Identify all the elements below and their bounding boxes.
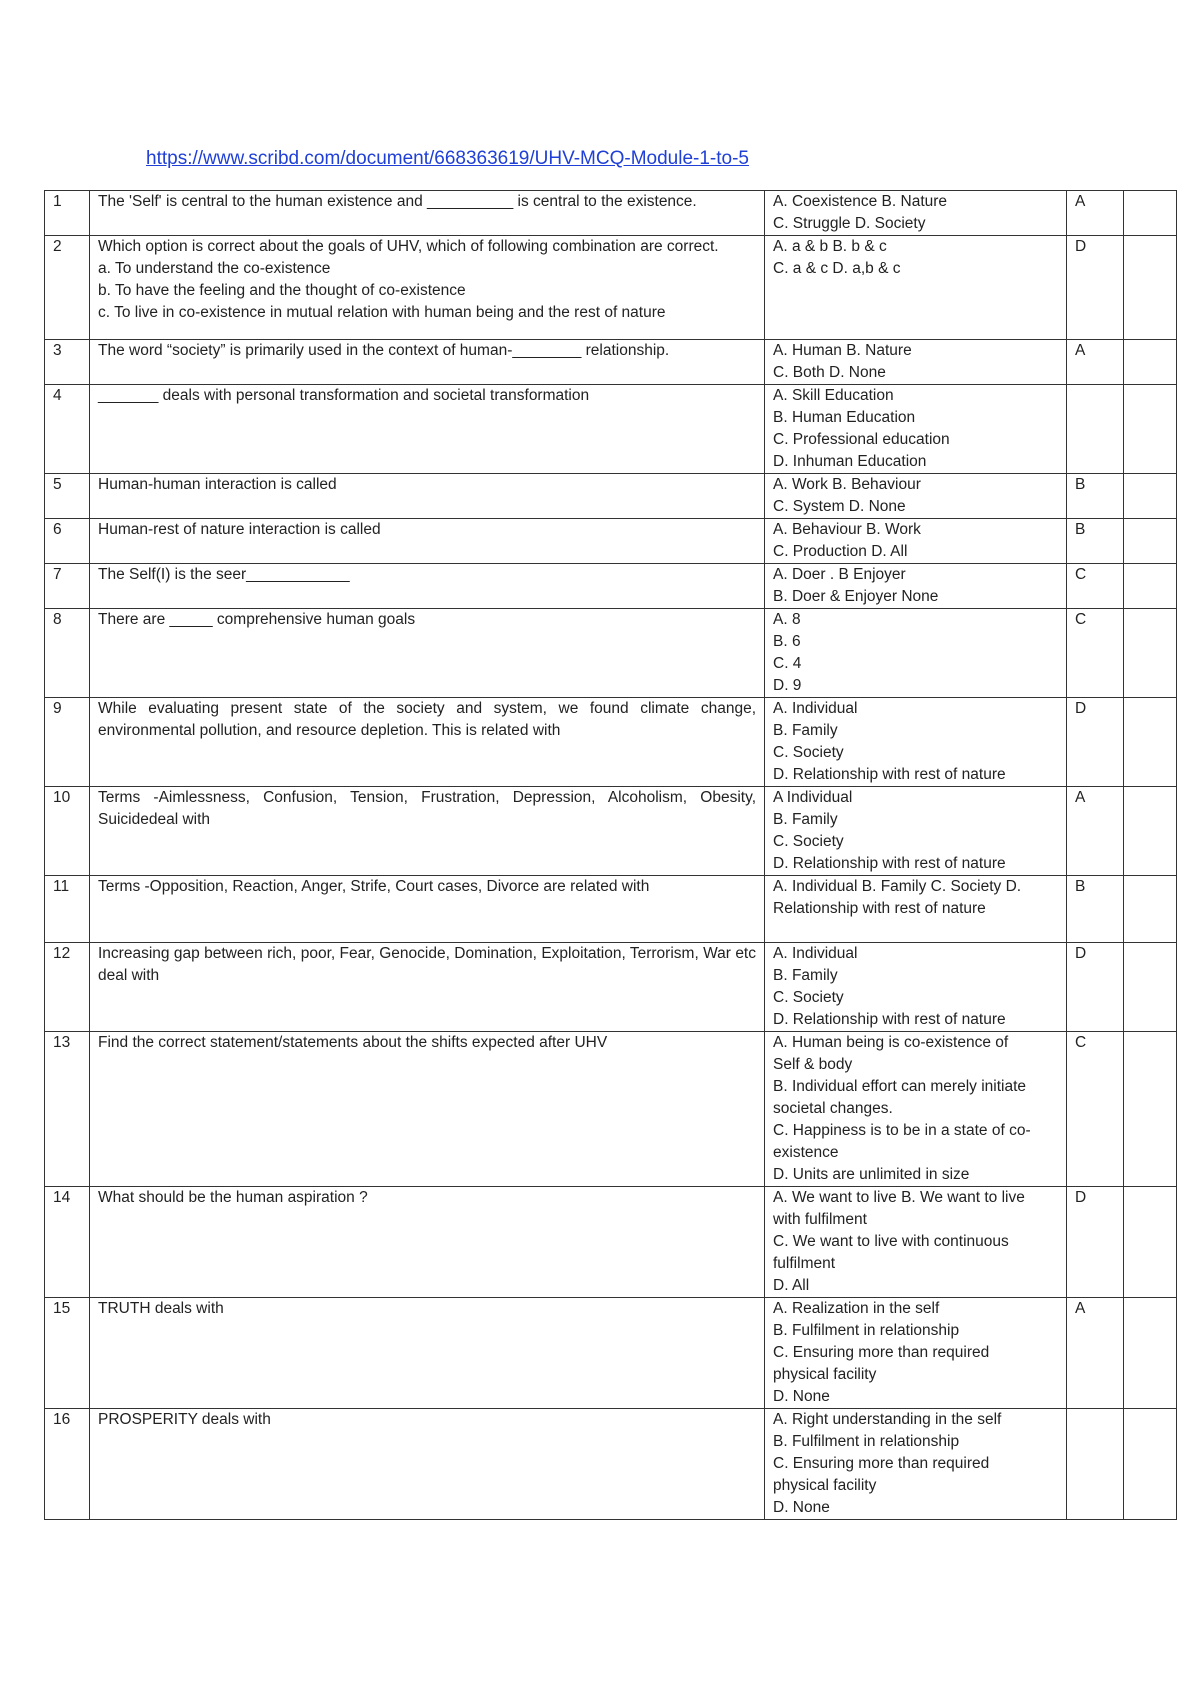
- option-line: C. Professional education: [773, 431, 950, 448]
- option-line: C. System D. None: [773, 498, 906, 515]
- question-line: a. To understand the co-existence: [98, 260, 331, 277]
- question-number: 2: [45, 236, 90, 340]
- table-row: [45, 876, 1177, 943]
- option-line: C. Struggle D. Society: [773, 215, 926, 232]
- option-line: physical facility: [773, 1366, 877, 1383]
- table-row: [45, 609, 1177, 698]
- option-line: D. Units are unlimited in size: [773, 1166, 970, 1183]
- empty-cell: [1124, 698, 1177, 787]
- option-line: A. Right understanding in the self: [773, 1411, 1002, 1428]
- answer-options: [765, 340, 1067, 385]
- question-number: 10: [45, 787, 90, 876]
- question-text: [90, 236, 765, 340]
- option-line: A. Coexistence B. Nature: [773, 193, 948, 210]
- table-row: [45, 698, 1177, 787]
- correct-answer: D: [1067, 698, 1124, 787]
- option-line: C. Both D. None: [773, 364, 886, 381]
- question-line: Human-rest of nature interaction is called: [98, 521, 381, 538]
- answer-options: [765, 1032, 1067, 1187]
- option-line: A. Behaviour B. Work: [773, 521, 921, 538]
- question-text: [90, 1298, 765, 1409]
- question-number: 9: [45, 698, 90, 787]
- option-line: A. Realization in the self: [773, 1300, 940, 1317]
- question-text: [90, 1032, 765, 1187]
- question-text: [90, 191, 765, 236]
- answer-options: [765, 474, 1067, 519]
- answer-options: [765, 564, 1067, 609]
- correct-answer: B: [1067, 876, 1124, 943]
- table-row: [45, 787, 1177, 876]
- answer-options: [765, 519, 1067, 564]
- option-line: A. Individual: [773, 945, 858, 962]
- correct-answer: B: [1067, 519, 1124, 564]
- option-line: A. Human B. Nature: [773, 342, 912, 359]
- question-number: 11: [45, 876, 90, 943]
- question-line: There are _____ comprehensive human goals: [98, 611, 416, 628]
- question-text: [90, 1409, 765, 1520]
- option-line: A. Human being is co-existence of: [773, 1034, 1009, 1051]
- question-line: Human-human interaction is called: [98, 476, 337, 493]
- question-line: The Self(I) is the seer____________: [98, 566, 350, 583]
- option-line: A. Skill Education: [773, 387, 894, 404]
- option-line: C. Happiness is to be in a state of co-: [773, 1122, 1031, 1139]
- correct-answer: [1067, 385, 1124, 474]
- mcq-table-body: [45, 191, 1177, 1520]
- correct-answer: A: [1067, 787, 1124, 876]
- option-line: C. Society: [773, 833, 844, 850]
- question-line: What should be the human aspiration ?: [98, 1189, 368, 1206]
- option-line: A Individual: [773, 789, 853, 806]
- answer-options: [765, 1409, 1067, 1520]
- question-line: Which option is correct about the goals of UHV, which of following combination are correct.: [98, 238, 719, 255]
- question-text: [90, 564, 765, 609]
- option-line: B. Family: [773, 967, 838, 984]
- question-text: [90, 609, 765, 698]
- answer-options: [765, 191, 1067, 236]
- answer-options: [765, 236, 1067, 340]
- option-line: C. Ensuring more than required: [773, 1344, 990, 1361]
- question-line: Terms -Aimlessness, Confusion, Tension, Frustration, Depression, Alcoholism, Obesity, Suicidedeal with: [98, 789, 756, 828]
- table-row: [45, 1187, 1177, 1298]
- option-line: B. Human Education: [773, 409, 916, 426]
- question-text: [90, 698, 765, 787]
- source-link[interactable]: https://www.scribd.com/document/668363619/UHV-MCQ-Module-1-to-5: [146, 148, 749, 169]
- empty-cell: [1124, 943, 1177, 1032]
- option-line: Self & body: [773, 1056, 853, 1073]
- mcq-table: [44, 190, 1177, 1520]
- option-line: A. 8: [773, 611, 801, 628]
- option-line: societal changes.: [773, 1100, 893, 1117]
- question-line: The word “society” is primarily used in the context of human-________ relationship.: [98, 342, 670, 359]
- question-text: [90, 943, 765, 1032]
- empty-cell: [1124, 787, 1177, 876]
- option-line: D. None: [773, 1499, 830, 1516]
- question-text: [90, 519, 765, 564]
- option-line: B. Family: [773, 722, 838, 739]
- correct-answer: D: [1067, 943, 1124, 1032]
- empty-cell: [1124, 1032, 1177, 1187]
- question-line: PROSPERITY deals with: [98, 1411, 271, 1428]
- option-line: D. 9: [773, 677, 802, 694]
- empty-cell: [1124, 519, 1177, 564]
- empty-cell: [1124, 236, 1177, 340]
- table-row: [45, 385, 1177, 474]
- answer-options: [765, 943, 1067, 1032]
- answer-options: [765, 787, 1067, 876]
- correct-answer: [1067, 1409, 1124, 1520]
- question-line: _______ deals with personal transformation and societal transformation: [98, 387, 590, 404]
- correct-answer: C: [1067, 609, 1124, 698]
- question-number: 6: [45, 519, 90, 564]
- empty-cell: [1124, 1298, 1177, 1409]
- question-number: 1: [45, 191, 90, 236]
- option-line: B. Fulfilment in relationship: [773, 1322, 960, 1339]
- answer-options: [765, 698, 1067, 787]
- question-number: 5: [45, 474, 90, 519]
- question-line: The 'Self' is central to the human existence and __________ is central to the existence.: [98, 193, 697, 210]
- option-line: A. Doer . B Enjoyer: [773, 566, 906, 583]
- question-line: b. To have the feeling and the thought of co-existence: [98, 282, 466, 299]
- option-line: C. We want to live with continuous: [773, 1233, 1009, 1250]
- question-text: [90, 876, 765, 943]
- option-line: D. Relationship with rest of nature: [773, 766, 1006, 783]
- table-row: [45, 474, 1177, 519]
- empty-cell: [1124, 340, 1177, 385]
- option-line: B. Doer & Enjoyer None: [773, 588, 939, 605]
- empty-cell: [1124, 1187, 1177, 1298]
- answer-options: [765, 1298, 1067, 1409]
- question-number: 4: [45, 385, 90, 474]
- table-row: [45, 943, 1177, 1032]
- table-row: [45, 1032, 1177, 1187]
- option-line: C. Production D. All: [773, 543, 908, 560]
- option-line: B. Individual effort can merely initiate: [773, 1078, 1027, 1095]
- question-line: c. To live in co-existence in mutual relation with human being and the rest of nature: [98, 304, 666, 321]
- question-number: 3: [45, 340, 90, 385]
- option-line: with fulfilment: [773, 1211, 867, 1228]
- question-number: 12: [45, 943, 90, 1032]
- option-line: A. a & b B. b & c: [773, 238, 887, 255]
- correct-answer: C: [1067, 564, 1124, 609]
- correct-answer: A: [1067, 191, 1124, 236]
- question-line: Terms -Opposition, Reaction, Anger, Strife, Court cases, Divorce are related with: [98, 878, 650, 895]
- option-line: C. Society: [773, 989, 844, 1006]
- correct-answer: A: [1067, 340, 1124, 385]
- option-line: C. a & c D. a,b & c: [773, 260, 901, 277]
- question-number: 15: [45, 1298, 90, 1409]
- option-line: B. Family: [773, 811, 838, 828]
- table-row: [45, 236, 1177, 340]
- option-line: D. Inhuman Education: [773, 453, 927, 470]
- option-line: C. 4: [773, 655, 802, 672]
- question-line: While evaluating present state of the society and system, we found climate change, environmental pollution, and resource depletion. This is related with: [98, 700, 756, 739]
- empty-cell: [1124, 876, 1177, 943]
- question-number: 8: [45, 609, 90, 698]
- question-text: [90, 340, 765, 385]
- question-number: 14: [45, 1187, 90, 1298]
- question-text: [90, 385, 765, 474]
- correct-answer: B: [1067, 474, 1124, 519]
- correct-answer: D: [1067, 1187, 1124, 1298]
- option-line: physical facility: [773, 1477, 877, 1494]
- question-line: Find the correct statement/statements about the shifts expected after UHV: [98, 1034, 608, 1051]
- option-line: D. Relationship with rest of nature: [773, 855, 1006, 872]
- empty-cell: [1124, 191, 1177, 236]
- empty-cell: [1124, 474, 1177, 519]
- empty-cell: [1124, 1409, 1177, 1520]
- table-row: [45, 1409, 1177, 1520]
- correct-answer: D: [1067, 236, 1124, 340]
- question-text: [90, 787, 765, 876]
- correct-answer: A: [1067, 1298, 1124, 1409]
- table-row: [45, 1298, 1177, 1409]
- question-text: [90, 1187, 765, 1298]
- table-row: [45, 564, 1177, 609]
- option-line: Relationship with rest of nature: [773, 900, 986, 917]
- answer-options: [765, 385, 1067, 474]
- empty-cell: [1124, 609, 1177, 698]
- question-number: 16: [45, 1409, 90, 1520]
- option-line: C. Ensuring more than required: [773, 1455, 990, 1472]
- empty-cell: [1124, 564, 1177, 609]
- question-text: [90, 474, 765, 519]
- answer-options: [765, 609, 1067, 698]
- correct-answer: C: [1067, 1032, 1124, 1187]
- empty-cell: [1124, 385, 1177, 474]
- option-line: D. All: [773, 1277, 810, 1294]
- option-line: D. Relationship with rest of nature: [773, 1011, 1006, 1028]
- option-line: B. Fulfilment in relationship: [773, 1433, 960, 1450]
- answer-options: [765, 1187, 1067, 1298]
- option-line: A. We want to live B. We want to live: [773, 1189, 1025, 1206]
- option-line: A. Individual B. Family C. Society D.: [773, 878, 1022, 895]
- option-line: existence: [773, 1144, 839, 1161]
- table-row: [45, 191, 1177, 236]
- table-row: [45, 340, 1177, 385]
- option-line: B. 6: [773, 633, 801, 650]
- option-line: fulfilment: [773, 1255, 836, 1272]
- table-row: [45, 519, 1177, 564]
- question-number: 7: [45, 564, 90, 609]
- option-line: A. Individual: [773, 700, 858, 717]
- option-line: C. Society: [773, 744, 844, 761]
- question-line: TRUTH deals with: [98, 1300, 224, 1317]
- option-line: D. None: [773, 1388, 830, 1405]
- answer-options: [765, 876, 1067, 943]
- option-line: A. Work B. Behaviour: [773, 476, 921, 493]
- question-number: 13: [45, 1032, 90, 1187]
- question-line: Increasing gap between rich, poor, Fear, Genocide, Domination, Exploitation, Terrorism, War etc deal with: [98, 945, 756, 984]
